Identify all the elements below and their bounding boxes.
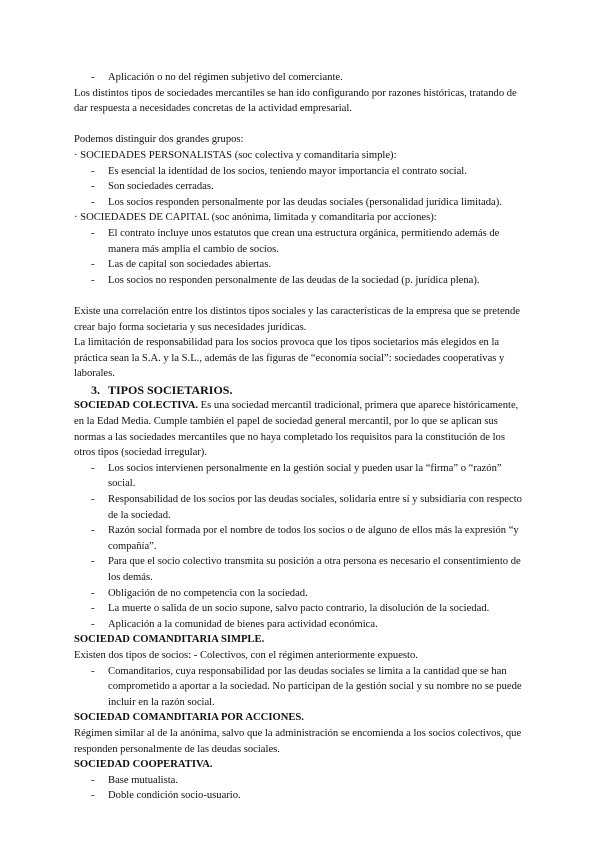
comanditaria-acciones-text: Régimen similar al de la anónima, salvo que la administración se encomienda a los socios colectivos, que responden personalmente de las deudas sociales.	[74, 727, 522, 755]
list-item: - Es esencial la identidad de los socios, teniendo mayor importancia el contrato social.	[74, 164, 528, 180]
list-item: - Los socios responden personalmente por las deudas sociales (personalidad jurídica limitada).	[74, 195, 528, 211]
list-item: - Aplicación o no del régimen subjetivo del comerciante.	[74, 70, 528, 86]
limitation-paragraph: La limitación de responsabilidad para los socios provoca que los tipos societarios más elegidos en la práctica sean la S.A. y la S.L., además de las figuras de “economía social”: sociedades cooperativas y laborales.	[74, 337, 505, 380]
intro-paragraph: Los distintos tipos de sociedades mercantiles se han ido configurando por razones históricas, tratando de dar respuesta a necesidades concretas de la actividad empresarial.	[74, 87, 517, 115]
list-item: - La muerte o salida de un socio supone, salvo pacto contrario, la disolución de la sociedad.	[74, 601, 528, 617]
section-heading	[74, 383, 528, 399]
comanditaria-simple-text: Existen dos tipos de socios: - Colectivos, con el régimen anteriormente expuesto.	[74, 649, 418, 661]
cooperativa-heading: SOCIEDAD COOPERATIVA.	[74, 759, 213, 771]
comanditaria-simple-list	[74, 664, 528, 711]
comanditaria-acciones-heading: SOCIEDAD COMANDITARIA POR ACCIONES.	[74, 712, 304, 724]
document-page	[74, 70, 528, 804]
list-item: - Para que el socio colectivo transmita su posición a otra persona es necesario el consentimiento de los demás.	[74, 554, 528, 585]
colectiva-list	[74, 461, 528, 633]
list-item: - Razón social formada por el nombre de todos los socios o de alguno de ellos más la expresión “y compañía”.	[74, 523, 528, 554]
list-item: - Comanditarios, cuya responsabilidad por las deudas sociales se limita a la cantidad que se han comprometido a aportar a la sociedad. No participan de la gestión social y su nombre no se puede incluir en la razón social.	[74, 664, 528, 711]
section-number: 3.	[91, 382, 100, 397]
cooperativa-list	[74, 773, 528, 804]
correlation-paragraph: Existe una correlación entre los distintos tipos sociales y las características de la empresa que se pretende crear bajo forma societaria y sus necesidades jurídicas.	[74, 305, 520, 333]
colectiva-heading: SOCIEDAD COLECTIVA.	[74, 400, 199, 412]
list-item: - Doble condición socio-usuario.	[74, 788, 528, 804]
list-item: - Responsabilidad de los socios por las deudas sociales, solidaria entre sí y subsidiaria con respecto de la sociedad.	[74, 492, 528, 523]
top-list	[74, 70, 528, 86]
group-capital-title: · SOCIEDADES DE CAPITAL (soc anónima, limitada y comanditaria por acciones):	[74, 212, 437, 224]
list-item: - Las de capital son sociedades abiertas.	[74, 257, 528, 273]
list-item: - Obligación de no competencia con la sociedad.	[74, 586, 528, 602]
list-item: - Los socios no responden personalmente de las deudas de la sociedad (p. jurídica plena).	[74, 273, 528, 289]
colectiva-paragraph	[74, 398, 528, 460]
colectiva-text: Es una sociedad mercantil tradicional, primera que aparece históricamente, en la Edad Media. Cumple también el papel de sociedad general mercantil, por lo que se aplican sus normas a las sociedades mercantiles que no haya completado los requisitos para la constitución de los otros tipos (sociedad irregular).	[74, 400, 519, 459]
group-capital-list	[74, 226, 528, 288]
groups-intro: Podemos distinguir dos grandes grupos:	[74, 134, 244, 146]
list-item: - Los socios intervienen personalmente en la gestión social y pueden usar la “firma” o “razón” social.	[74, 461, 528, 492]
list-item: - El contrato incluye unos estatutos que crean una estructura orgánica, permitiendo además de manera más amplia el cambio de socios.	[74, 226, 528, 257]
list-item: - Aplicación a la comunidad de bienes para actividad económica.	[74, 617, 528, 633]
list-item: - Base mutualista.	[74, 773, 528, 789]
group-personalistas-title: · SOCIEDADES PERSONALISTAS (soc colectiva y comanditaria simple):	[74, 149, 397, 161]
comanditaria-simple-heading: SOCIEDAD COMANDITARIA SIMPLE.	[74, 634, 265, 646]
group-personalistas-list	[74, 164, 528, 211]
list-item: - Son sociedades cerradas.	[74, 179, 528, 195]
section-title: TIPOS SOCIETARIOS.	[108, 382, 233, 397]
